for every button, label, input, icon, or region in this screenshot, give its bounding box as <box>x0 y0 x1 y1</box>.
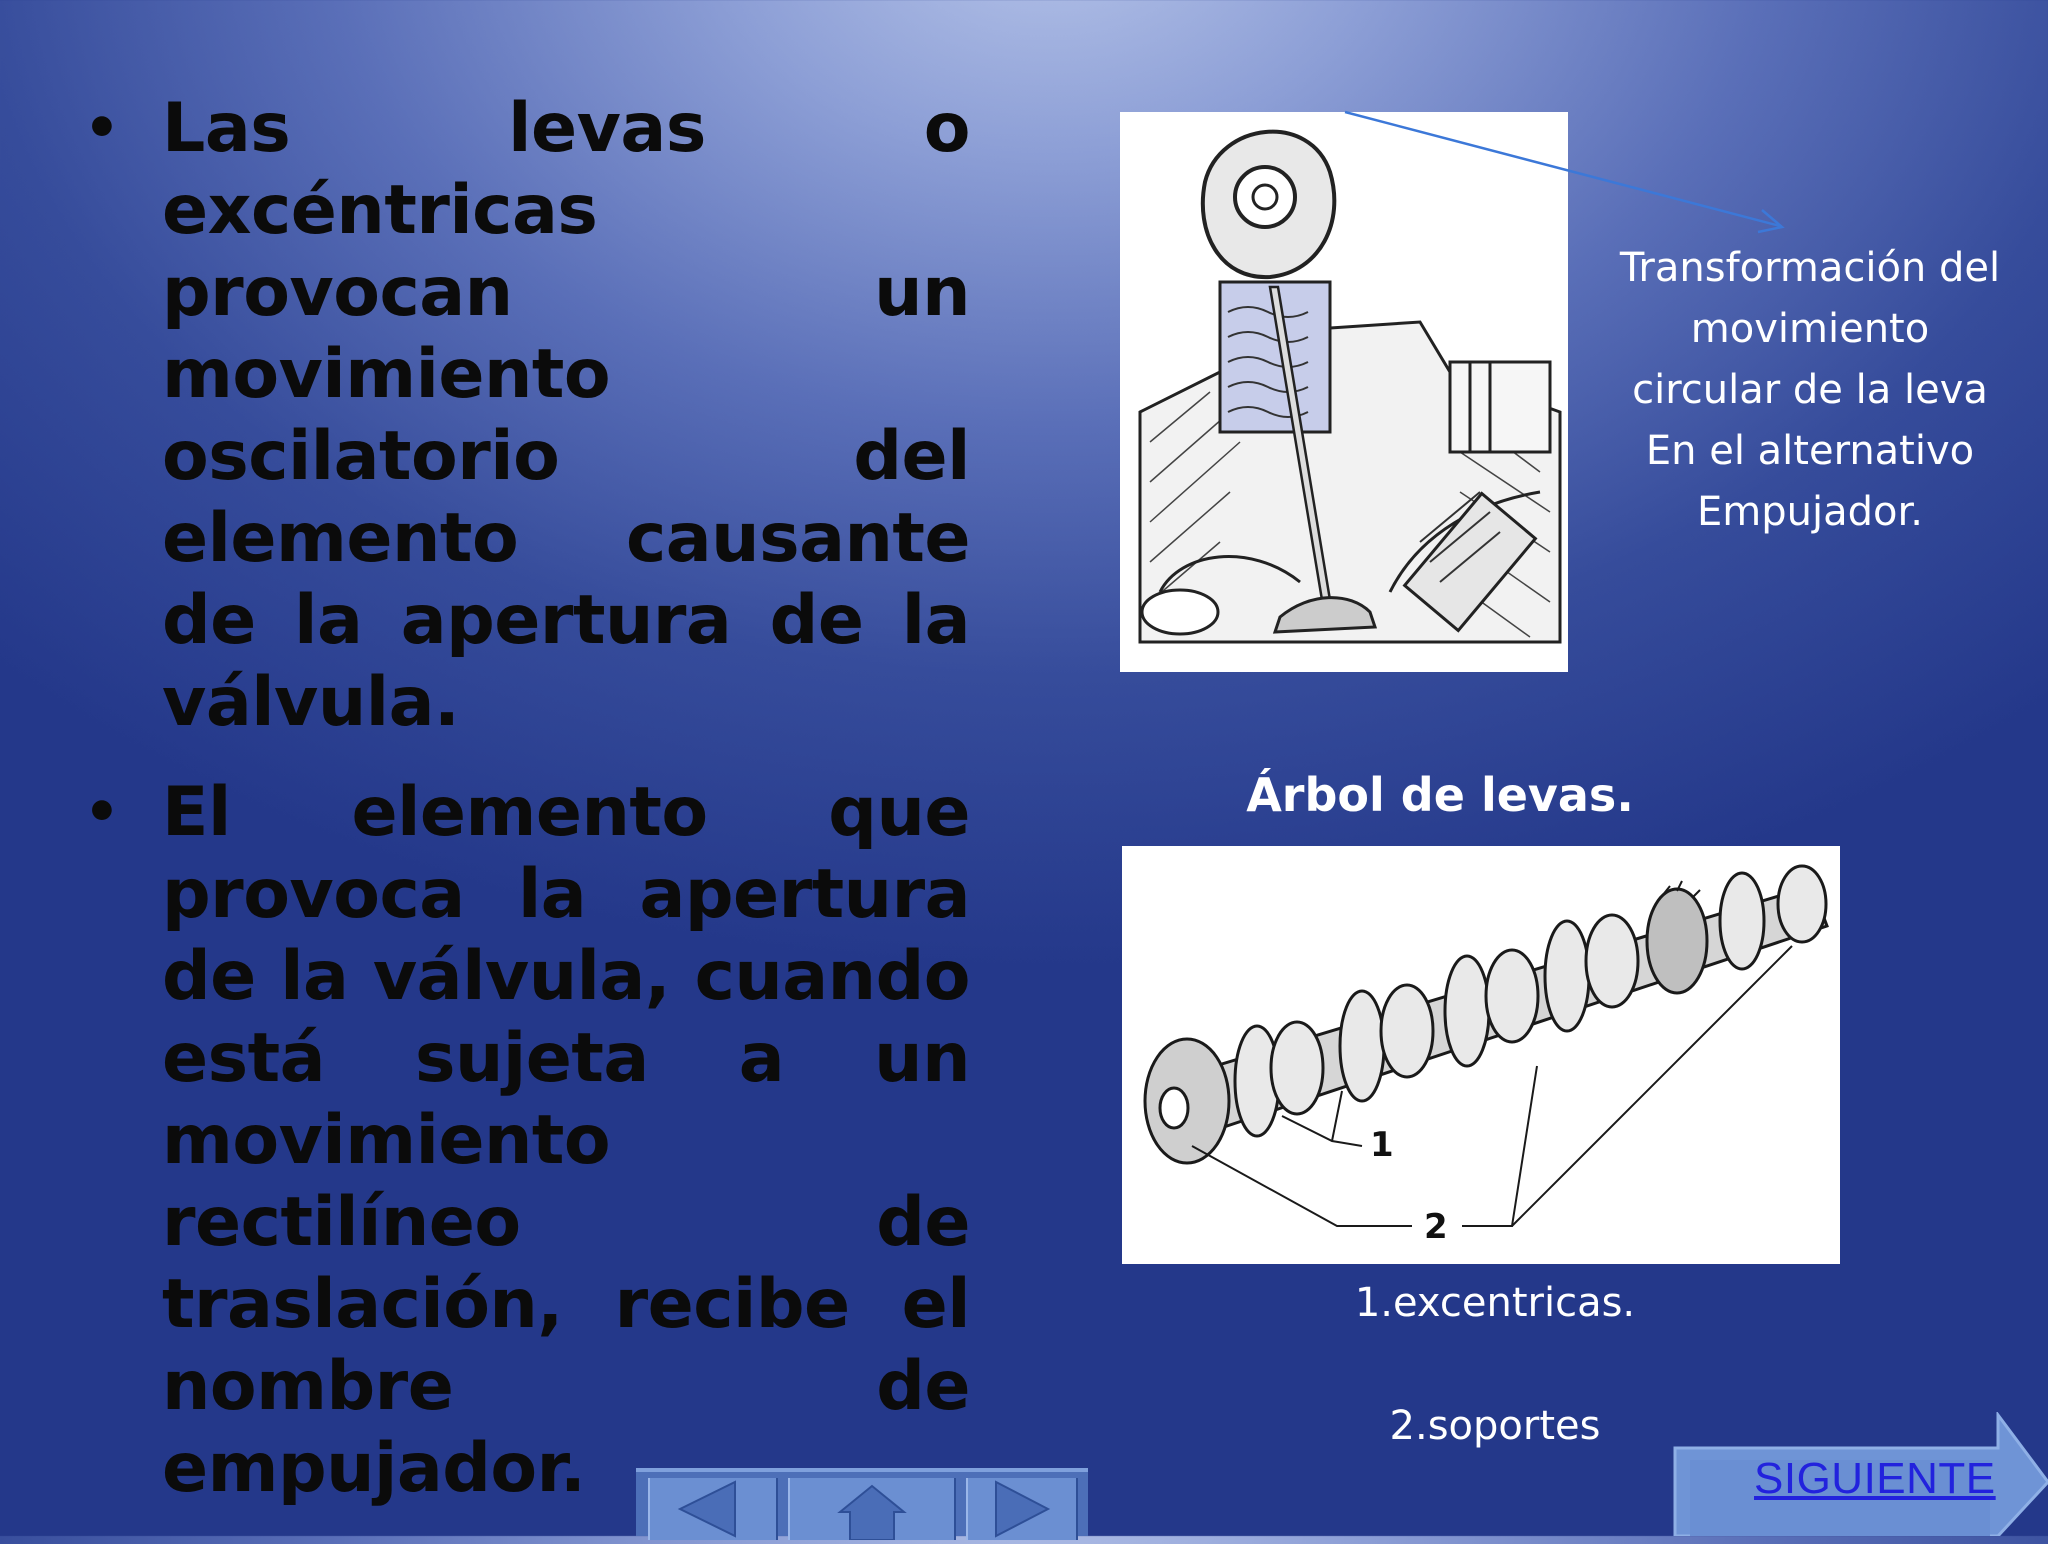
home-icon <box>790 1478 954 1540</box>
caption-line: Empujador. <box>1697 489 1923 535</box>
camshaft-drawing <box>1122 846 1840 1264</box>
arrow-left-icon <box>650 1478 776 1540</box>
bullet-text-1: Las levas o excéntricas provocan un movimiento oscilatorio del elemento causante de la apertura de la válvula. <box>162 89 970 742</box>
bullet-dot-icon: • <box>84 780 120 845</box>
nav-bar <box>636 1468 1088 1536</box>
bullet-dot-icon: • <box>84 96 120 161</box>
caption-line: circular de la leva <box>1632 367 1988 413</box>
camshaft-image <box>1122 846 1840 1264</box>
caption-line: movimiento <box>1690 306 1930 352</box>
label-1: 1 <box>1370 1125 1394 1165</box>
caption-excentricas: 1.excentricas. <box>1354 1280 1636 1326</box>
siguiente-label[interactable]: SIGUIENTE <box>1754 1454 1996 1503</box>
next-slide-button[interactable] <box>966 1478 1078 1540</box>
siguiente-link[interactable] <box>1672 1412 2048 1536</box>
transformation-caption <box>1590 238 2030 543</box>
camshaft-title: Árbol de levas. <box>1246 768 1634 822</box>
previous-slide-button[interactable] <box>648 1478 778 1540</box>
caption-line: En el alternativo <box>1645 428 1975 474</box>
bullet-text-2: El elemento que provoca la apertura de la válvula, cuando está sujeta a un movimiento rectilíneo de traslación, recibe el nombre de empujador. <box>162 773 970 1508</box>
arrow-right-icon <box>968 1478 1076 1540</box>
caption-line: Transformación del <box>1619 245 2001 291</box>
home-button[interactable] <box>788 1478 956 1540</box>
label-2: 2 <box>1424 1207 1448 1247</box>
caption-soportes: 2.soportes <box>1389 1403 1601 1449</box>
